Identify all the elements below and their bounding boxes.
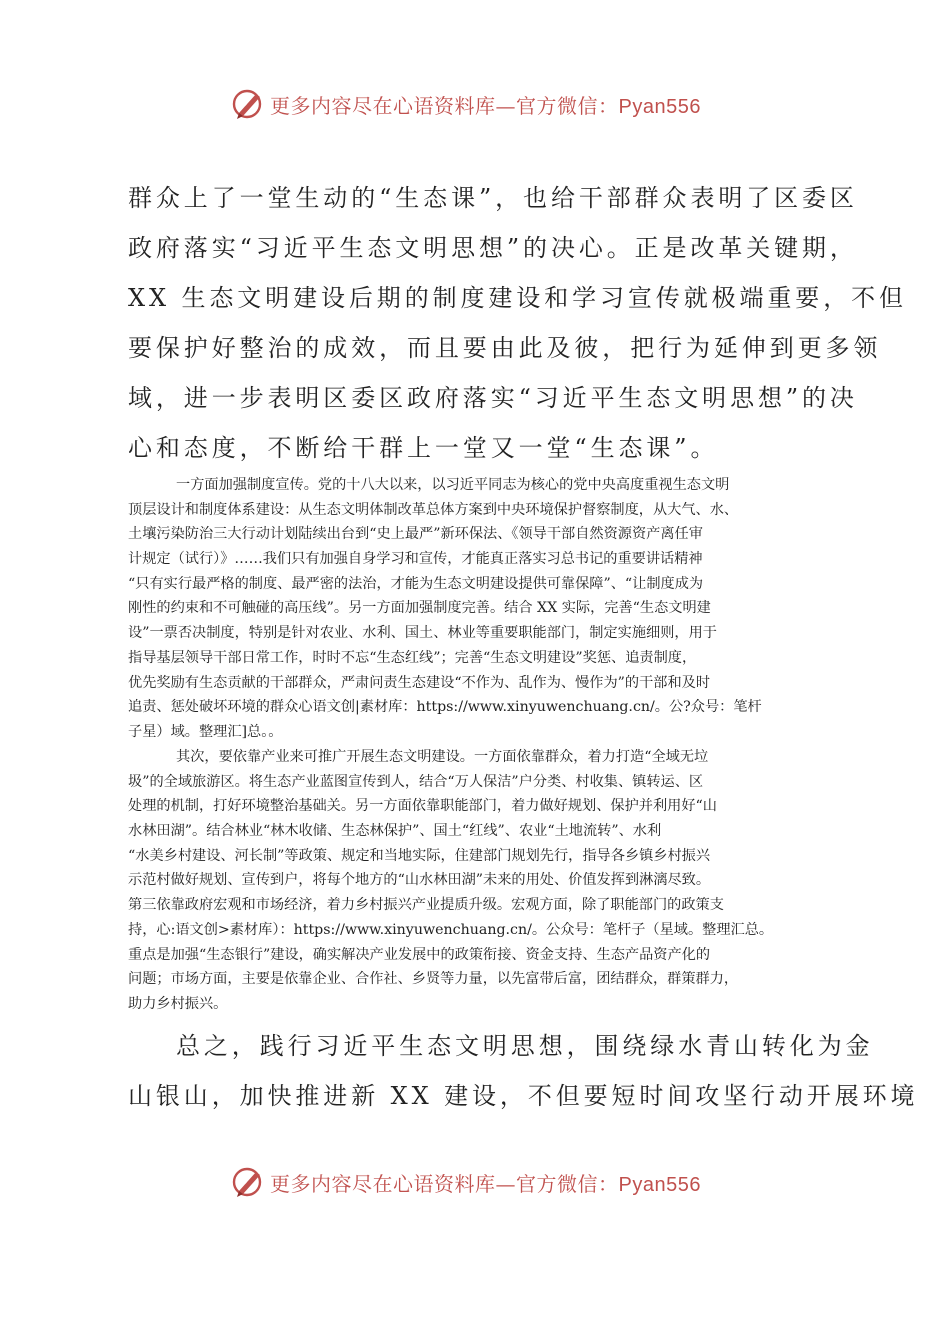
text-line: 刚性的约束和不可触碰的高压线”。另一方面加强制度完善。结合 XX 实际，完善“生态文明建 — [128, 600, 711, 617]
text-line: 总之，践行习近平生态文明思想，围绕绿水青山转化为金 — [176, 1032, 874, 1060]
footer-banner-label: 更多内容尽在心语资料库—官方微信： — [270, 1171, 619, 1196]
text-line: 助力乡村振兴。 — [128, 995, 228, 1012]
text-line: 山银山，加快推进新 XX 建设，不但要短时间攻坚行动开展环境 — [128, 1082, 919, 1110]
text-line: 第三依靠政府宏观和市场经济，着力乡村振兴产业提质升级。宏观方面，除了职能部门的政策支 — [128, 897, 724, 914]
text-line: 水林田湖”。结合林业“林木收储、生态林保护”、国土“红线”、农业“土地流转”、水利 — [128, 823, 662, 840]
text-line: 子星）域。整理汇]总。。 — [128, 723, 283, 740]
text-line: 圾”的全域旅游区。将生态产业蓝图宣传到人，结合“万人保洁”户分类、村收集、镇转运、区 — [128, 773, 704, 790]
text-line: 重点是加强“生态银行”建设，确实解决产业发展中的政策衔接、资金支持、生态产品资产化的 — [128, 946, 711, 963]
text-line: 域，进一步表明区委区政府落实“习近平生态文明思想”的决 — [128, 384, 858, 412]
text-line: 顶层设计和制度体系建设：从生态文明体制改革总体方案到中央环境保护督察制度，从大气、水、 — [128, 501, 739, 518]
text-line: “水美乡村建设、河长制”等政策、规定和当地实际，住建部门规划先行，指导各乡镇乡村振兴 — [128, 847, 711, 864]
pen-logo-icon — [230, 86, 266, 122]
text-line: “只有实行最严格的制度、最严密的法治，才能为生态文明建设提供可靠保障”、“让制度成为 — [128, 575, 704, 592]
text-line: 其次，要依靠产业来可推广开展生态文明建设。一方面依靠群众，着力打造“全域无垃 — [176, 749, 709, 765]
text-line: 心和态度，不断给干群上一堂又一堂“生态课”。 — [128, 434, 719, 462]
text-line: 持，心:语文创>素材库）：https://www.xinyuwenchuang.cn/。公众号：笔杆子（星域。整理汇总。 — [128, 921, 774, 938]
text-line: 处理的机制，打好环境整治基础关。另一方面依靠职能部门，着力做好规划、保护并利用好“山 — [128, 798, 717, 815]
header-banner — [230, 84, 701, 124]
paragraph-1 — [128, 173, 907, 473]
text-line: 示范村做好规划、宣传到户，将每个地方的“山水林田湖”未来的用处、价值发挥到淋漓尽致。 — [128, 872, 711, 889]
text-line: 一方面加强制度宣传。党的十八大以来，以习近平同志为核心的党中央高度重视生态文明 — [176, 477, 730, 493]
header-banner-label: 更多内容尽在心语资料库—官方微信： — [270, 93, 619, 118]
footer-banner-text — [270, 1168, 701, 1197]
header-wechat-id: Pyan556 — [618, 95, 701, 118]
header-banner-text — [270, 90, 701, 119]
paragraph-4 — [128, 1021, 919, 1121]
pen-logo-icon — [230, 1164, 266, 1200]
text-line: 问题；市场方面，主要是依靠企业、合作社、乡贤等力量，以先富带后富，团结群众，群策群力， — [128, 971, 739, 988]
text-line: 优先奖励有生态贡献的干部群众，严肃问责生态建设“不作为、乱作为、慢作为”的干部和及时 — [128, 674, 711, 691]
text-line: 政府落实“习近平生态文明思想”的决心。正是改革关键期， — [128, 234, 858, 262]
paragraph-2 — [128, 473, 830, 745]
footer-wechat-id: Pyan556 — [618, 1173, 701, 1196]
text-line: 要保护好整治的成效，而且要由此及彼，把行为延伸到更多领 — [128, 334, 882, 362]
text-line: XX 生态文明建设后期的制度建设和学习宣传就极端重要，不但 — [128, 284, 907, 312]
text-line: 群众上了一堂生动的“生态课”，也给干部群众表明了区委区 — [128, 184, 858, 212]
footer-banner — [230, 1162, 701, 1202]
text-line: 设”一票否决制度，特别是针对农业、水利、国土、林业等重要职能部门，制定实施细则，用于 — [128, 625, 717, 642]
text-line: 计规定（试行）》……我们只有加强自身学习和宣传，才能真正落实习总书记的重要讲话精神 — [128, 551, 703, 568]
text-line: 土壤污染防治三大行动计划陆续出台到“史上最严”新环保法、《领导干部自然资源资产离任审 — [128, 526, 703, 543]
text-line: 追责、惩处破坏环境的群众心语文创|素材库：https://www.xinyuwenchuang.cn/。公?众号：笔杆 — [128, 699, 762, 716]
paragraph-3 — [128, 745, 830, 1017]
text-line: 指导基层领导干部日常工作，时时不忘“生态红线”；完善“生态文明建设”奖惩、追责制度， — [128, 649, 697, 666]
